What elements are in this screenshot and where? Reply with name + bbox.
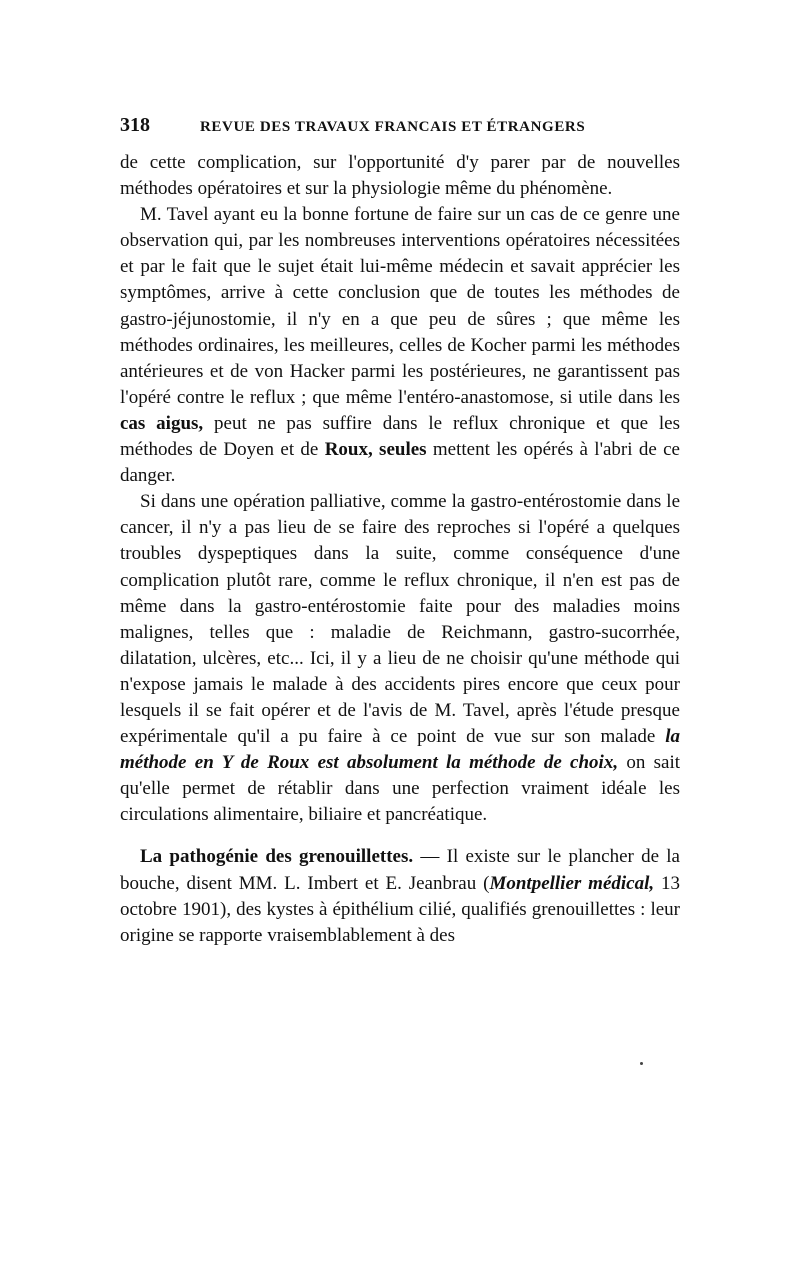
emphasis-roux-seules: Roux, seules xyxy=(324,439,427,461)
paragraph-text: M. Tavel ayant eu la bonne fortune de faire sur un cas de ce genre une observation qui, par les nombreuses interventions opératoires nécessitées et par le fait que le sujet était lui-même médecin et savait apprécier les symptômes, arrive à cette conclusion que de toutes les méthodes de gastro-jéjunostomie, il n'y en a que peu de sûres ; que même les méthodes ordinaires, les meilleures, celles de Kocher parmi les méthodes antérieures et de von Hacker parmi les postérieures, ne garantissent pas l'opéré contre le reflux ; que même l'entéro-anastomose, si utile dans les xyxy=(120,204,680,408)
paragraph-text: peut ne pas suffire dans le reflux chronique et que les méthodes de Doyen et de xyxy=(120,412,680,461)
article-body xyxy=(120,150,680,949)
running-header xyxy=(120,114,680,142)
paragraph-text: 13 octobre 1901), des kystes à épithélium cilié, qualifiés grenouillettes : leur origine se rapporte vraisemblablement à des xyxy=(120,872,680,946)
page xyxy=(120,114,680,949)
paper-speck xyxy=(640,1062,643,1065)
running-title: REVUE DES TRAVAUX FRANCAIS ET ÉTRANGERS xyxy=(200,119,586,135)
paragraph-continuation xyxy=(120,150,680,202)
emphasis-methode-roux: la méthode en Y de Roux est absolument la méthode de choix, xyxy=(120,726,680,774)
paragraph-text: mettent les opérés à l'abri de ce danger. xyxy=(120,439,680,487)
page-number: 318 xyxy=(120,114,150,136)
paragraph-text: Si dans une opération palliative, comme la gastro-entérostomie dans le cancer, il n'y a pas lieu de se faire des reproches si l'opéré a quelques troubles dyspeptiques dans la suite, comme conséquence d'une complication plutôt rare, comme le reflux chronique, il n'en est pas de même dans la gastro-entérostomie faite pour des maladies moins malignes, telles que : maladie de Reichmann, gastro-sucorrhée, dilatation, ulcères, etc... Ici, il y a lieu de ne choisir qu'une méthode qui n'expose jamais le malade à des accidents pires encore que ceux pour lesquels il se fait opérer et de l'avis de M. Tavel, après l'étude presque expérimentale qu'il a pu faire à ce point de vue sur son malade xyxy=(120,491,680,748)
paragraph-text: on sait qu'elle permet de rétablir dans une perfection vraiment idéale les circulations alimentaire, biliaire et pancréatique. xyxy=(120,752,681,826)
paragraph-palliative-operation xyxy=(120,489,680,828)
citation-journal: Montpellier médical, xyxy=(489,872,655,894)
paragraph-grenouillettes xyxy=(120,844,680,948)
paragraph-text: — Il existe sur le plancher de la bouche, disent MM. L. Imbert et E. Jeanbrau ( xyxy=(120,846,680,894)
section-heading: La pathogénie des grenouillettes. xyxy=(140,846,414,868)
paragraph-tavel-observation xyxy=(120,202,680,489)
emphasis-cas-aigus: cas aigus, xyxy=(120,412,204,434)
paragraph-text: de cette complication, sur l'opportunité d'y parer par de nouvelles méthodes opératoires et sur la physiologie même du phénomène. xyxy=(120,152,680,200)
